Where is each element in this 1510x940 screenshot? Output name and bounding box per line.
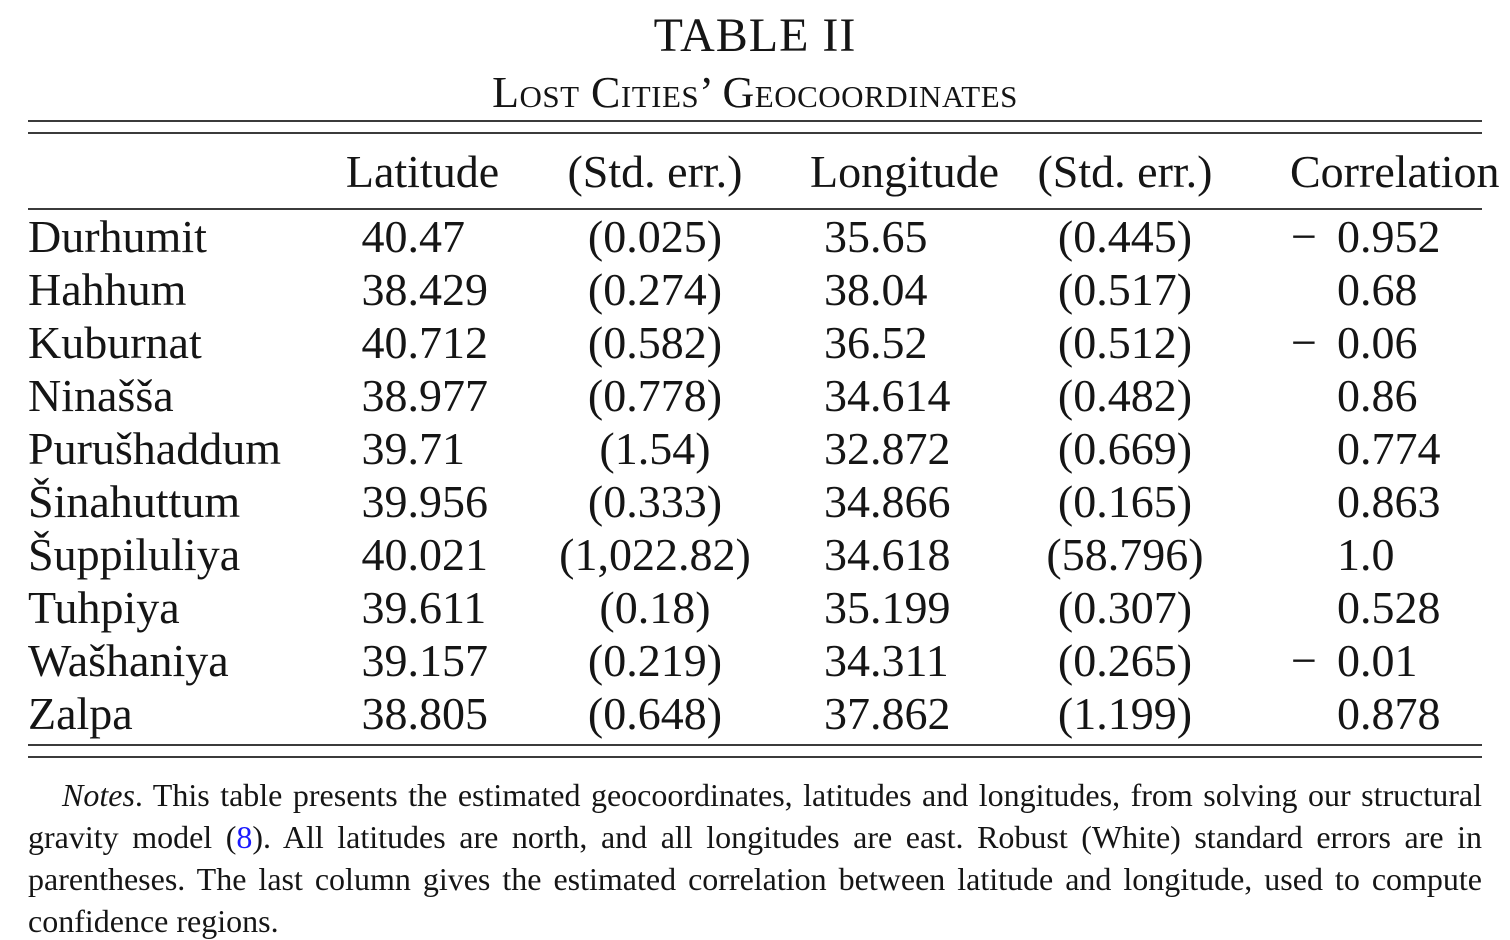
- longitude-value: 32.872: [824, 423, 951, 474]
- correlation-value-cell: [1290, 369, 1482, 422]
- latitude-value: 39.611: [361, 582, 487, 633]
- longitude-value-cell: [810, 687, 960, 740]
- equation-reference-link[interactable]: 8: [236, 819, 253, 855]
- longitude-stderr-cell: (0.165): [1057, 476, 1193, 527]
- correlation-value: 0.06: [1337, 317, 1418, 368]
- longitude-value-cell: [810, 316, 960, 369]
- correlation-value-wrap: [1291, 634, 1435, 687]
- latitude-value-cell: [345, 475, 500, 528]
- longitude-value: 37.862: [824, 688, 951, 739]
- col-header-longitude: Longitude: [810, 145, 1000, 197]
- longitude-stderr-cell: (0.307): [1057, 582, 1193, 633]
- bottom-double-rule-line2: [28, 756, 1482, 758]
- latitude-value-cell: [345, 422, 500, 475]
- correlation-value-wrap: [1337, 475, 1441, 528]
- latitude-stderr-cell: (0.333): [587, 476, 723, 527]
- table-header-row: [28, 134, 1482, 209]
- table-row: [28, 369, 1482, 422]
- longitude-value: 34.618: [824, 529, 951, 580]
- correlation-value-wrap: [1337, 263, 1435, 316]
- table-notes: [28, 774, 1482, 940]
- longitude-stderr-cell: (58.796): [1046, 529, 1204, 580]
- correlation-value: 0.528: [1337, 582, 1441, 633]
- longitude-value: 34.866: [824, 476, 951, 527]
- longitude-value: 35.65: [824, 211, 928, 262]
- latitude-stderr-cell: (0.648): [587, 688, 723, 739]
- latitude-stderr-cell: (0.025): [587, 211, 723, 262]
- correlation-value: 0.01: [1337, 635, 1418, 686]
- col-header-correlation: Correlation: [1290, 145, 1500, 197]
- table-row: [28, 528, 1482, 581]
- latitude-value: 38.429: [361, 264, 488, 315]
- latitude-value: 38.805: [361, 688, 488, 739]
- table-row: [28, 581, 1482, 634]
- city-name: Purušhaddum: [28, 423, 281, 474]
- col-header-longitude-stderr: (Std. err.): [1037, 145, 1213, 197]
- latitude-value: 39.956: [361, 476, 488, 527]
- longitude-value-cell: [810, 581, 960, 634]
- city-name: Tuhpiya: [28, 582, 180, 633]
- latitude-stderr-cell: (0.18): [599, 582, 711, 633]
- longitude-stderr-cell: (0.265): [1057, 635, 1193, 686]
- longitude-value: 35.199: [824, 582, 951, 633]
- correlation-value-cell: [1290, 263, 1482, 316]
- city-name: Hahhum: [28, 264, 187, 315]
- geocoordinates-table: [28, 134, 1500, 740]
- longitude-value-cell: [810, 528, 960, 581]
- latitude-value: 39.157: [361, 635, 488, 686]
- longitude-stderr-cell: (0.482): [1057, 370, 1193, 421]
- longitude-value-cell: [810, 634, 960, 687]
- table-row: [28, 475, 1482, 528]
- longitude-stderr-cell: (0.445): [1057, 211, 1193, 262]
- longitude-value-cell: [810, 475, 960, 528]
- correlation-value: 0.774: [1337, 423, 1441, 474]
- latitude-value: 39.71: [361, 423, 465, 474]
- latitude-value-cell: [345, 528, 500, 581]
- notes-text-after-link: ). All latitudes are north, and all longitudes are east. Robust (White) standard errors are in parentheses. The last column gives the estimated correlation between latitude and longitude, used to compute confidence regions.: [28, 819, 1483, 939]
- table-caption: Lost Cities’ Geocoordinates: [492, 68, 1018, 117]
- city-name: Šinahuttum: [28, 476, 241, 527]
- longitude-stderr-cell: (0.669): [1057, 423, 1193, 474]
- longitude-value-cell: [810, 422, 960, 475]
- correlation-value-cell: [1290, 422, 1482, 475]
- correlation-value-cell: [1290, 528, 1482, 581]
- city-name: Ninašša: [28, 370, 174, 421]
- latitude-stderr-cell: (0.582): [587, 317, 723, 368]
- latitude-stderr-cell: (0.274): [587, 264, 723, 315]
- rule-gap: [28, 122, 1482, 132]
- longitude-value: 38.04: [824, 264, 928, 315]
- latitude-value: 40.47: [361, 211, 465, 262]
- latitude-value: 40.021: [361, 529, 488, 580]
- latitude-stderr-cell: (1.54): [599, 423, 711, 474]
- table-row: [28, 316, 1482, 369]
- latitude-value-cell: [345, 687, 500, 740]
- table-row: [28, 209, 1482, 263]
- col-header-latitude: Latitude: [345, 145, 500, 197]
- correlation-value: 0.878: [1337, 688, 1441, 739]
- table-row: [28, 687, 1482, 740]
- notes-text-before-link: . This table presents the estimated geocoordinates, latitudes and longitudes, from solving our structural gravity model (: [28, 777, 1482, 855]
- correlation-value-cell: [1290, 634, 1482, 687]
- correlation-value-wrap: [1291, 316, 1435, 369]
- minus-sign: −: [1291, 317, 1317, 368]
- longitude-stderr-cell: (0.512): [1057, 317, 1193, 368]
- longitude-value-cell: [810, 369, 960, 422]
- city-name: Zalpa: [28, 688, 133, 739]
- longitude-value: 34.614: [824, 370, 951, 421]
- latitude-value: 38.977: [361, 370, 488, 421]
- longitude-value: 36.52: [824, 317, 928, 368]
- correlation-value-cell: [1290, 209, 1482, 263]
- correlation-value-cell: [1290, 687, 1482, 740]
- latitude-value-cell: [345, 316, 500, 369]
- correlation-value: 0.863: [1337, 476, 1441, 527]
- latitude-stderr-cell: (0.219): [587, 635, 723, 686]
- correlation-value-wrap: [1337, 581, 1441, 634]
- correlation-value-cell: [1290, 475, 1482, 528]
- correlation-value-wrap: [1337, 369, 1435, 422]
- correlation-value-cell: [1290, 316, 1482, 369]
- city-name: Durhumit: [28, 211, 207, 262]
- correlation-value-wrap: [1337, 687, 1441, 740]
- table-row: [28, 634, 1482, 687]
- notes-label: Notes: [62, 777, 135, 813]
- correlation-value: 0.952: [1337, 211, 1441, 262]
- latitude-value-cell: [345, 369, 500, 422]
- longitude-value-cell: [810, 263, 960, 316]
- table-row: [28, 422, 1482, 475]
- latitude-stderr-cell: (0.778): [587, 370, 723, 421]
- correlation-value: 0.86: [1337, 370, 1418, 421]
- longitude-value-cell: [810, 209, 960, 263]
- longitude-value: 34.311: [824, 635, 949, 686]
- city-name: Wašhaniya: [28, 635, 229, 686]
- longitude-stderr-cell: (0.517): [1057, 264, 1193, 315]
- minus-sign: −: [1291, 635, 1317, 686]
- latitude-value-cell: [345, 581, 500, 634]
- rule-gap: [28, 746, 1482, 756]
- city-name: Kuburnat: [28, 317, 202, 368]
- table-row: [28, 263, 1482, 316]
- correlation-value: 1.0: [1337, 529, 1395, 580]
- latitude-value-cell: [345, 634, 500, 687]
- latitude-value-cell: [345, 209, 500, 263]
- col-header-city: [28, 134, 345, 209]
- table-number-title: TABLE II: [653, 9, 857, 62]
- latitude-stderr-cell: (1,022.82): [559, 529, 751, 580]
- table-body: [28, 209, 1482, 740]
- correlation-value-wrap: [1291, 210, 1441, 263]
- correlation-value-wrap: [1337, 528, 1435, 581]
- latitude-value: 40.712: [361, 317, 488, 368]
- correlation-value-wrap: [1337, 422, 1441, 475]
- col-header-latitude-stderr: (Std. err.): [567, 145, 743, 197]
- minus-sign: −: [1291, 211, 1317, 262]
- city-name: Šuppiluliya: [28, 529, 241, 580]
- correlation-value: 0.68: [1337, 264, 1418, 315]
- latitude-value-cell: [345, 263, 500, 316]
- correlation-value-cell: [1290, 581, 1482, 634]
- longitude-stderr-cell: (1.199): [1057, 688, 1193, 739]
